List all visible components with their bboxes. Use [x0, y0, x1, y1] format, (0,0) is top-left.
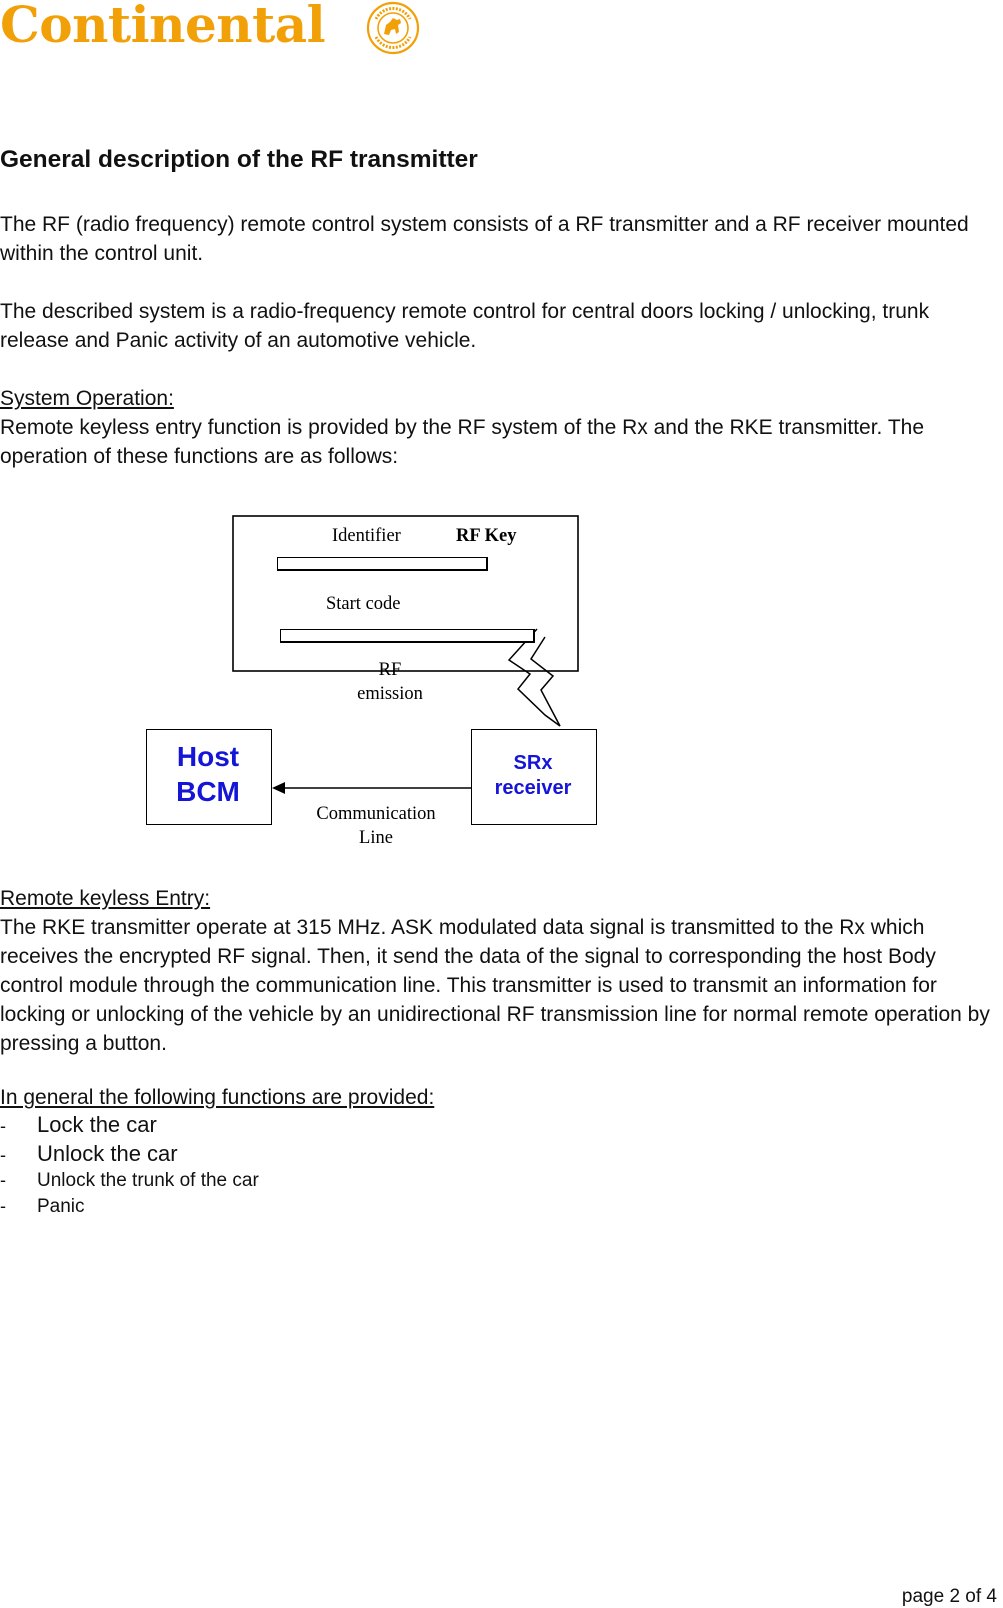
host-bcm-label: Host BCM	[176, 741, 240, 807]
rf-system-diagram	[0, 500, 620, 860]
start-code-field	[280, 629, 535, 643]
list-item: - Panic	[0, 1196, 85, 1217]
intro-paragraph: The RF (radio frequency) remote control system consists of a RF transmitter and a RF receiver mounted within the control unit.	[0, 213, 969, 265]
arrow-head-icon	[272, 782, 285, 794]
functions-list	[0, 1112, 259, 1222]
list-item: - Lock the car	[0, 1112, 157, 1137]
page-title: General description of the RF transmitter	[0, 146, 478, 173]
rf-key-box	[233, 516, 578, 671]
identifier-label: Identifier	[332, 526, 401, 546]
communication-line-label: Communication Line	[316, 804, 436, 848]
rf-emission-label: RF emission	[357, 660, 423, 704]
page-number: page 2 of 4	[901, 1586, 997, 1607]
horse-seal-icon	[366, 1, 420, 55]
srx-receiver-box	[471, 729, 597, 825]
rf-emission-bolt-icon	[509, 629, 560, 726]
identifier-field	[277, 557, 488, 571]
system-operation-text: Remote keyless entry function is provided by the RF system of the Rx and the RKE transmitter. The operation of these functions are as follows:	[0, 416, 925, 468]
host-bcm-box	[146, 729, 272, 825]
start-code-label: Start code	[326, 594, 401, 614]
list-item: - Unlock the trunk of the car	[0, 1170, 259, 1191]
rke-paragraph: The RKE transmitter operate at 315 MHz. ASK modulated data signal is transmitted to the Rx which receives the encrypted RF signal. Then, it send the data of the signal to corresponding the host Body control module through the communication line. This transmitter is used to transmit an information for locking or unlocking of the vehicle by an unidirectional RF transmission line for normal remote operation by pressing a button.	[0, 916, 990, 1055]
srx-receiver-label: SRx receiver	[494, 752, 572, 799]
logo-wordmark: Continental	[0, 0, 326, 54]
functions-heading: In general the following functions are provided:	[0, 1086, 435, 1109]
continental-logo	[0, 0, 430, 62]
description-paragraph: The described system is a radio-frequency remote control for central doors locking / unlocking, trunk release and Panic activity of an automotive vehicle.	[0, 300, 930, 352]
rf-key-label: RF Key	[456, 526, 517, 546]
system-operation-heading: System Operation:	[0, 387, 174, 410]
rke-heading: Remote keyless Entry:	[0, 887, 211, 910]
list-item: - Unlock the car	[0, 1141, 178, 1166]
